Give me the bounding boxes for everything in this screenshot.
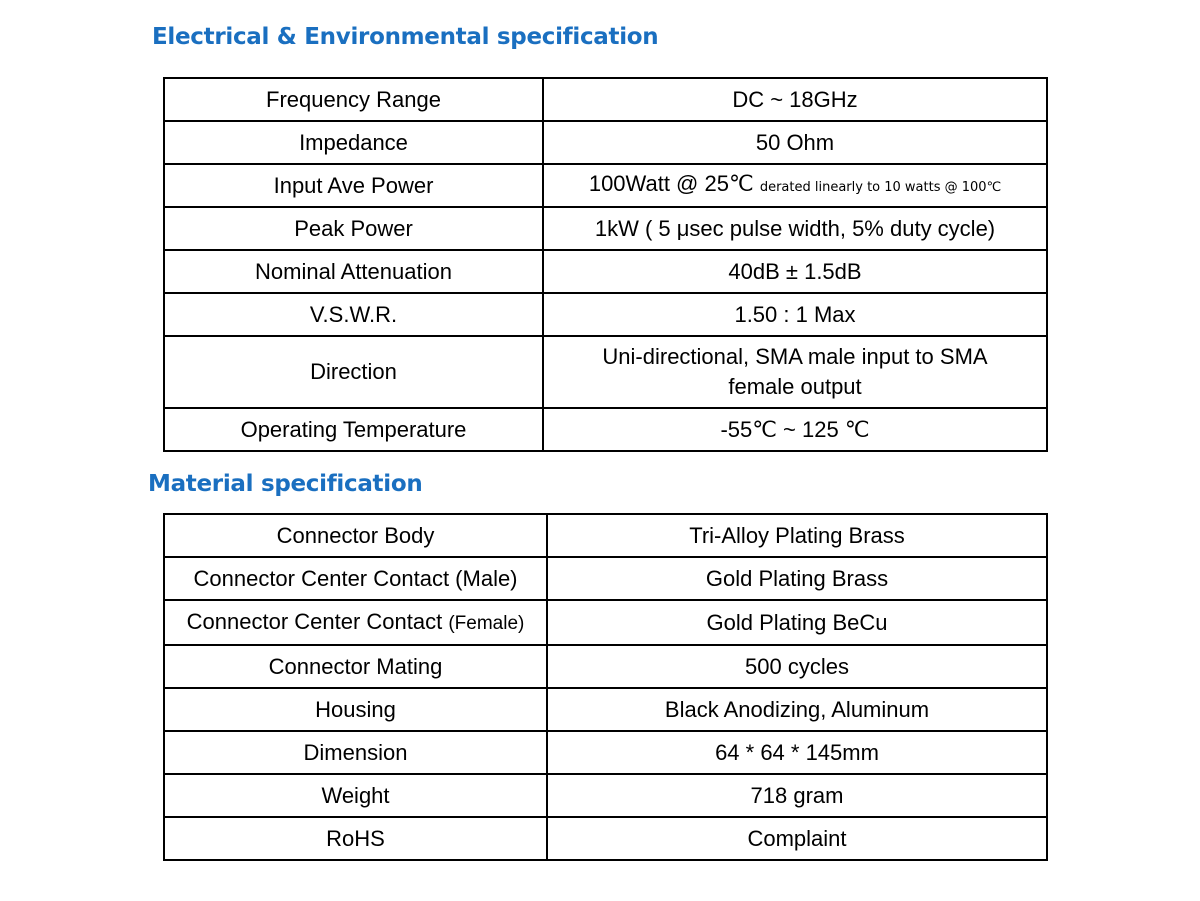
spec-value-main: 100Watt @ 25℃	[588, 170, 754, 196]
spec-value	[543, 164, 1047, 207]
spec-value-line1: Uni-directional, SMA male input to SMA	[602, 344, 988, 369]
spec-label	[164, 600, 547, 645]
spec-value: Complaint	[547, 817, 1047, 860]
spec-value-line2: female output	[728, 374, 862, 399]
spec-label: Housing	[164, 688, 547, 731]
table-row	[164, 514, 1047, 557]
spec-value: 1.50 : 1 Max	[543, 293, 1047, 336]
spec-value: 1kW ( 5 μsec pulse width, 5% duty cycle)	[543, 207, 1047, 250]
spec-value: 50 Ohm	[543, 121, 1047, 164]
electrical-spec-table	[163, 77, 1048, 452]
spec-value: 40dB ± 1.5dB	[543, 250, 1047, 293]
spec-label: Direction	[164, 336, 543, 408]
table-row	[164, 207, 1047, 250]
spec-label: Nominal Attenuation	[164, 250, 543, 293]
spec-label: Input Ave Power	[164, 164, 543, 207]
spec-value-note: derated linearly to 10 watts @ 100℃	[759, 179, 1002, 195]
table-row	[164, 121, 1047, 164]
spec-value: DC ~ 18GHz	[543, 78, 1047, 121]
material-spec-table	[163, 513, 1048, 861]
table-row	[164, 78, 1047, 121]
electrical-section-title: Electrical & Environmental specification	[152, 24, 659, 50]
table-row	[164, 774, 1047, 817]
spec-value: Black Anodizing, Aluminum	[547, 688, 1047, 731]
spec-label: V.S.W.R.	[164, 293, 543, 336]
table-row	[164, 250, 1047, 293]
spec-value: Gold Plating BeCu	[547, 600, 1047, 645]
spec-label: Connector Body	[164, 514, 547, 557]
table-row	[164, 817, 1047, 860]
table-row	[164, 600, 1047, 645]
spec-label: Connector Center Contact (Male)	[164, 557, 547, 600]
spec-label: Weight	[164, 774, 547, 817]
spec-value	[543, 336, 1047, 408]
table-row	[164, 688, 1047, 731]
spec-label: Impedance	[164, 121, 543, 164]
spec-label-paren: (Female)	[448, 612, 525, 634]
spec-value: -55℃ ~ 125 ℃	[543, 408, 1047, 451]
table-row	[164, 731, 1047, 774]
table-row	[164, 645, 1047, 688]
spec-label: RoHS	[164, 817, 547, 860]
spec-label: Connector Mating	[164, 645, 547, 688]
spec-value: Gold Plating Brass	[547, 557, 1047, 600]
spec-value: 64 * 64 * 145mm	[547, 731, 1047, 774]
table-row	[164, 557, 1047, 600]
spec-label: Operating Temperature	[164, 408, 543, 451]
spec-label: Dimension	[164, 731, 547, 774]
spec-value: 500 cycles	[547, 645, 1047, 688]
table-row	[164, 408, 1047, 451]
table-row	[164, 164, 1047, 207]
spec-label: Peak Power	[164, 207, 543, 250]
material-section-title: Material specification	[148, 471, 423, 497]
spec-value: Tri-Alloy Plating Brass	[547, 514, 1047, 557]
spec-label: Frequency Range	[164, 78, 543, 121]
table-row	[164, 293, 1047, 336]
spec-value: 718 gram	[547, 774, 1047, 817]
spec-label-main: Connector Center Contact	[186, 608, 443, 634]
table-row	[164, 336, 1047, 408]
